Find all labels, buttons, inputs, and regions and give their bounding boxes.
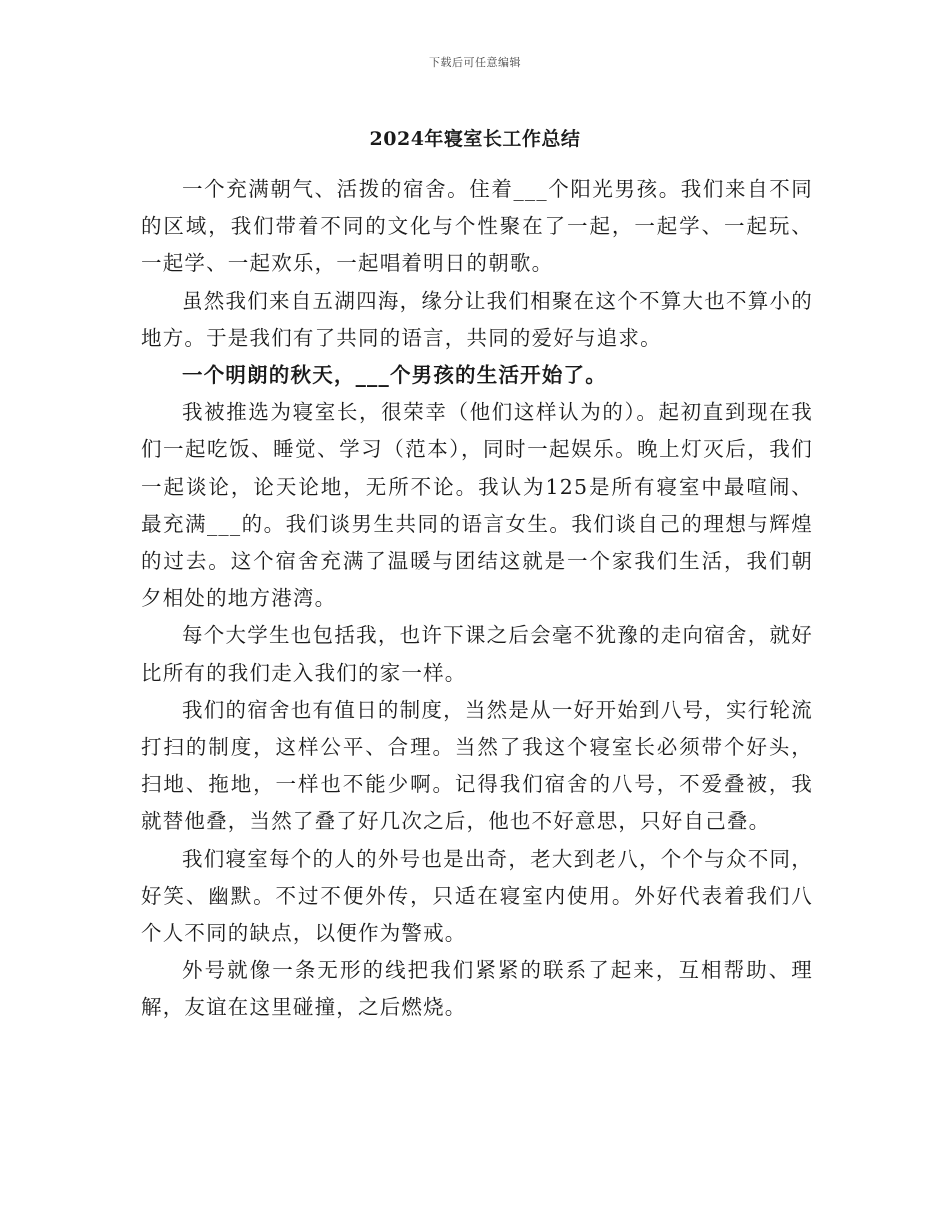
paragraph-bold: 一个明朗的秋天，___个男孩的生活开始了。 bbox=[182, 363, 607, 388]
paragraph: 虽然我们来自五湖四海，缘分让我们相聚在这个不算大也不算小的地方。于是我们有了共同的语言，共同的爱好与追求。 bbox=[141, 288, 813, 350]
page-header-note: 下载后可任意编辑 bbox=[429, 56, 521, 69]
paragraph: 外号就像一条无形的线把我们紧紧的联系了起来，互相帮助、理解，友谊在这里碰撞，之后燃烧。 bbox=[141, 958, 813, 1020]
paragraph: 我们的宿舍也有值日的制度，当然是从一好开始到八号，实行轮流打扫的制度，这样公平、合理。当然了我这个寝室长必须带个好头，扫地、拖地，一样也不能少啊。记得我们宿舍的八号，不爱叠被，我就替他叠，当然了叠了好几次之后，他也不好意思，只好自己叠。 bbox=[141, 697, 813, 834]
paragraph: 每个大学生也包括我，也许下课之后会毫不犹豫的走向宿舍，就好比所有的我们走入我们的家一样。 bbox=[141, 623, 813, 685]
paragraph: 我们寝室每个的人的外号也是出奇，老大到老八，个个与众不同，好笑、幽默。不过不便外传，只适在寝室内使用。外好代表着我们八个人不同的缺点，以便作为警戒。 bbox=[141, 846, 813, 946]
document-body bbox=[141, 171, 813, 1027]
document-title: 2024年寝室长工作总结 bbox=[369, 128, 581, 150]
paragraph: 我被推选为寝室长，很荣幸（他们这样认为的）。起初直到现在我们一起吃饭、睡觉、学习（范本），同时一起娱乐。晚上灯灭后，我们一起谈论，论天论地，无所不论。我认为125是所有寝室中最喧闹、最充满___的。我们谈男生共同的语言女生。我们谈自己的理想与辉煌的过去。这个宿舍充满了温暖与团结这就是一个家我们生活，我们朝夕相处的地方港湾。 bbox=[141, 400, 813, 611]
paragraph: 一个充满朝气、活拨的宿舍。住着___个阳光男孩。我们来自不同的区域，我们带着不同的文化与个性聚在了一起，一起学、一起玩、一起学、一起欢乐，一起唱着明日的朝歌。 bbox=[141, 177, 813, 276]
